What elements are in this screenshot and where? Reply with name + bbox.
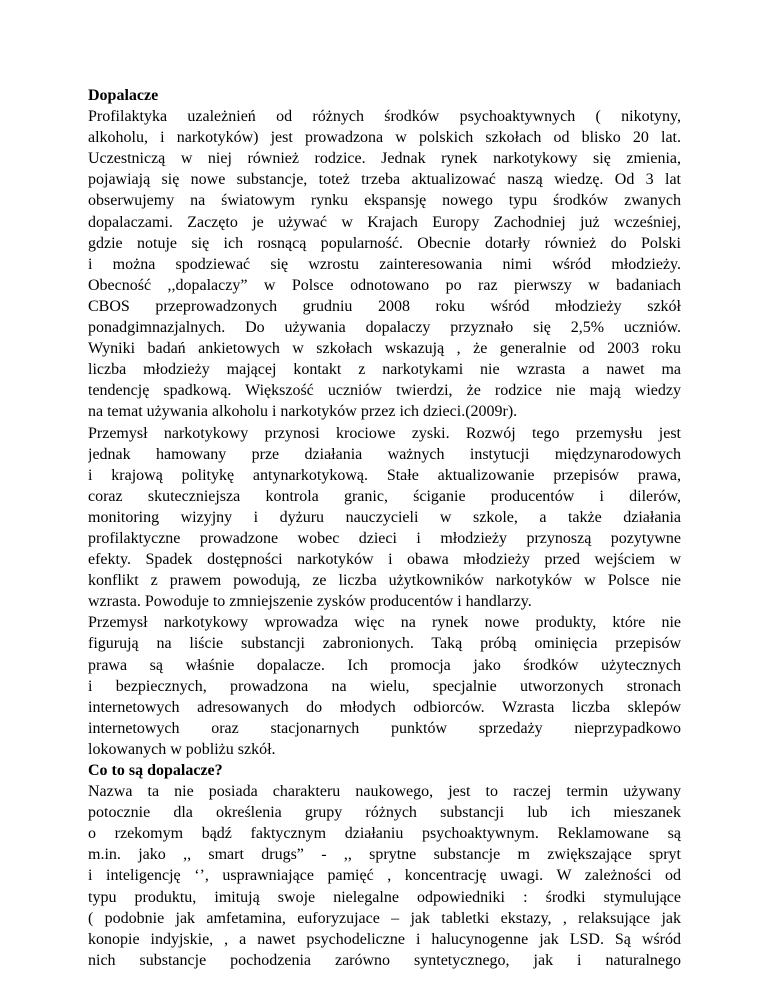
text-line: dopalaczami. Zaczęto je używać w Krajach Europy Zachodniej już wcześniej, <box>88 213 681 231</box>
text-line: profilaktyczne prowadzone wobec dzieci i młodzieży przynoszą pozytywne <box>88 529 681 547</box>
text-line: obserwujemy na światowym rynku ekspansję nowego typu środków zwanych <box>88 192 681 210</box>
text-line: pojawiają się nowe substancje, toteż trzeba aktualizować naszą wiedzę. Od 3 lat <box>88 171 681 189</box>
text-line: i krajową politykę antynarkotykową. Stałe aktualizowanie przepisów prawa, <box>88 466 681 484</box>
text-line: lokowanych w pobliżu szkół. <box>88 740 276 758</box>
text-line: coraz skuteczniejsza kontrola granic, ściganie producentów i dilerów, <box>88 487 681 505</box>
text-line: konopie indyjskie, , a nawet psychodeliczne i halucynogenne jak LSD. Są wśród <box>88 930 681 948</box>
text-line: Uczestniczą w niej również rodzice. Jednak rynek narkotykowy się zmienia, <box>88 150 681 168</box>
text-line: prawa są właśnie dopalacze. Ich promocja jako środków użytecznych <box>88 656 681 674</box>
text-line: internetowych oraz stacjonarnych punktów sprzedaży nieprzypadkowo <box>88 719 681 737</box>
text-line: i inteligencję ‘’, usprawniające pamięć , koncentrację uwagi. W zależności od <box>88 867 681 885</box>
text-line: m.in. jako ,, smart drugs” - ,, sprytne substancje m zwiększające spryt <box>88 846 681 864</box>
text-line: ( podobnie jak amfetamina, euforyzujace – jak tabletki ekstazy, , relaksujące jak <box>88 909 681 927</box>
text-line: wzrasta. Powoduje to zmniejszenie zysków producentów i handlarzy. <box>88 593 532 611</box>
text-line: Profilaktyka uzależnień od różnych środków psychoaktywnych ( nikotyny, <box>88 108 681 126</box>
text-line: potocznie dla określenia grupy różnych substancji lub ich mieszanek <box>88 804 681 822</box>
text-line: internetowych adresowanych do młodych odbiorców. Wzrasta liczba sklepów <box>88 698 681 716</box>
text-line: alkoholu, i narkotyków) jest prowadzona w polskich szkołach od blisko 20 lat. <box>88 129 681 147</box>
text-line: Przemysł narkotykowy wprowadza więc na rynek nowe produkty, które nie <box>88 614 681 632</box>
text-line: Obecność ,,dopalaczy” w Polsce odnotowano po raz pierwszy w badaniach <box>88 276 681 294</box>
document-body <box>88 85 681 971</box>
text-line: i można spodziewać się wzrostu zainteresowania nimi wśród młodzieży. <box>88 255 681 273</box>
section-heading: Co to są dopalacze? <box>88 762 223 779</box>
text-line: Wyniki badań ankietowych w szkołach wskazują , że generalnie od 2003 roku <box>88 340 681 358</box>
text-line: na temat używania alkoholu i narkotyków przez ich dzieci.(2009r). <box>88 403 518 421</box>
text-line: konflikt z prawem powodują, ze liczba użytkowników narkotyków w Polsce nie <box>88 572 681 590</box>
text-line: Przemysł narkotykowy przynosi krociowe zyski. Rozwój tego przemysłu jest <box>88 424 681 442</box>
text-line: typu produktu, imitują swoje nielegalne odpowiedniki : środki stymulujące <box>88 888 681 906</box>
text-line: i bezpiecznych, prowadzona na wielu, specjalnie utworzonych stronach <box>88 677 681 695</box>
text-line: figurują na liście substancji zabronionych. Taką próbą ominięcia przepisów <box>88 635 681 653</box>
text-line: ponadgimnazjalnych. Do używania dopalaczy przyznało się 2,5% uczniów. <box>88 319 681 337</box>
text-line: monitoring wizyjny i dyżuru nauczycieli w szkole, a także działania <box>88 508 681 526</box>
text-line: liczba młodzieży mającej kontakt z narkotykami nie wzrasta a nawet ma <box>88 361 681 379</box>
text-line: o rzekomym bądź faktycznym działaniu psychoaktywnym. Reklamowane są <box>88 825 681 843</box>
text-line: Nazwa ta nie posiada charakteru naukowego, jest to raczej termin używany <box>88 783 681 801</box>
text-line: efekty. Spadek dostępności narkotyków i obawa młodzieży przed wejściem w <box>88 551 681 569</box>
text-line: gdzie notuje się ich rosnącą popularność. Obecnie dotarły również do Polski <box>88 234 681 252</box>
text-line: jednak hamowany prze działania ważnych instytucji międzynarodowych <box>88 445 681 463</box>
text-line: tendencję spadkową. Większość uczniów twierdzi, że rodzice nie mają wiedzy <box>88 382 681 400</box>
section-heading: Dopalacze <box>88 87 159 104</box>
text-line: nich substancje pochodzenia zarówno syntetycznego, jak i naturalnego <box>88 951 681 969</box>
text-line: CBOS przeprowadzonych grudniu 2008 roku wśród młodzieży szkół <box>88 297 681 315</box>
